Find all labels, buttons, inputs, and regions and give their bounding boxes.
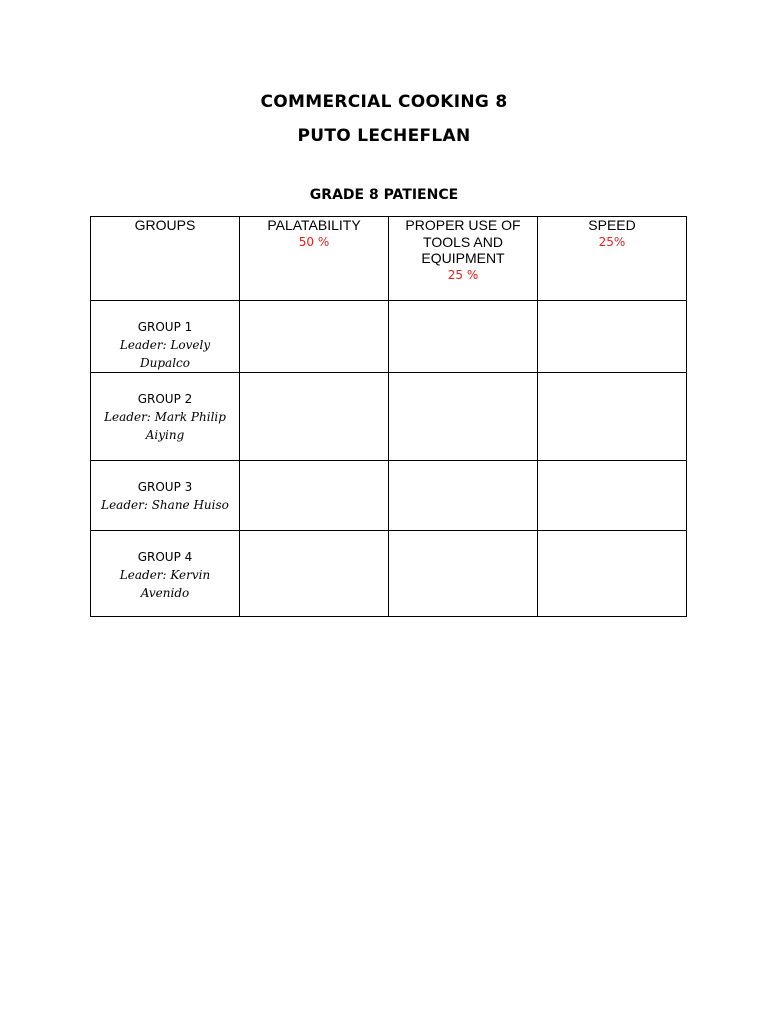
table-row [91,461,687,531]
group-cell [91,301,240,373]
group-name: GROUP 2 [137,392,193,406]
header-label: SPEED [588,217,636,233]
header-weight: 25 % [447,267,479,282]
group-leader: Leader: Lovely Dupalco [119,338,211,370]
table-row [91,373,687,461]
speed-score-cell [538,461,687,531]
header-tools-equipment [389,217,538,301]
group-name: GROUP 3 [137,480,193,494]
document-title: COMMERCIAL COOKING 8 [260,92,508,112]
header-palatability [240,217,389,301]
palatability-score-cell [240,531,389,617]
header-label: GROUPS [134,217,196,233]
tools-score-cell [389,531,538,617]
header-label: PALATABILITY [267,217,361,233]
grading-table [90,216,687,617]
group-cell [91,531,240,617]
palatability-score-cell [240,461,389,531]
palatability-score-cell [240,373,389,461]
header-groups [91,217,240,301]
speed-score-cell [538,373,687,461]
group-leader: Leader: Kervin Avenido [119,568,211,600]
group-name: GROUP 1 [137,320,193,334]
speed-score-cell [538,301,687,373]
table-header-row [91,217,687,301]
group-leader: Leader: Shane Huiso [101,498,229,512]
header-speed [538,217,687,301]
tools-score-cell [389,301,538,373]
table-row [91,531,687,617]
speed-score-cell [538,531,687,617]
header-weight: 25% [598,234,626,249]
group-cell [91,461,240,531]
group-name: GROUP 4 [137,550,193,564]
section-heading: GRADE 8 PATIENCE [309,187,459,203]
document-subtitle: PUTO LECHEFLAN [297,126,471,146]
group-cell [91,373,240,461]
header-weight: 50 % [298,234,330,249]
palatability-score-cell [240,301,389,373]
tools-score-cell [389,461,538,531]
header-label: PROPER USE OF TOOLS AND EQUIPMENT [405,217,521,266]
group-leader: Leader: Mark Philip Aiying [104,410,226,442]
tools-score-cell [389,373,538,461]
table-row [91,301,687,373]
